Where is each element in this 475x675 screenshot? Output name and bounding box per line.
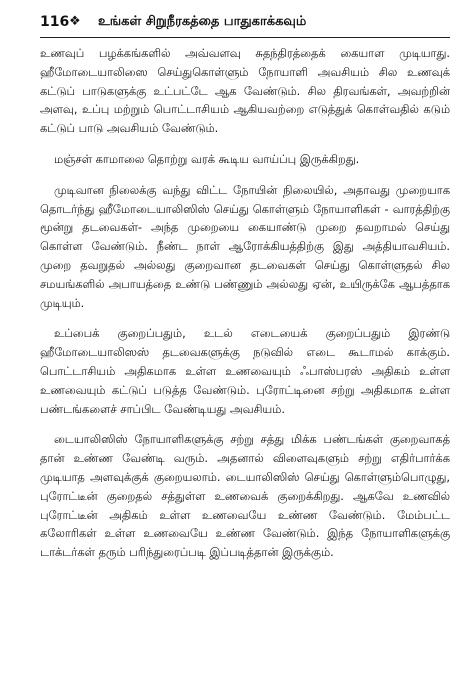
page-number: 116 (40, 14, 70, 30)
running-title: உங்கள் சிறுநீரகத்தை பாதுகாக்கவும் (98, 14, 307, 29)
header-rule (40, 37, 450, 38)
paragraph: டையாலிஸிஸ் நோயாளிகளுக்கு சற்று சத்து மிக்க பண்டங்கள் குறைவாகத் தான் உண்ண வேண்டி வரும். அதனால் விளைவுகளும் சற்று எதிர்பார்க்க முடியாத அளவுக்குக் குறையலாம். டையாலிஸிஸ் செய்து கொள்ளும்பொழுது, புரோட்டீன் குறைதல் சத்துள்ள உணவைக் குறைக்கிறது. ஆகவே உணவில் புரோட்டீன் அதிகம் உள்ள உணவையே உண்ண வேண்டும். மேம்பட்ட கலோரிகள் உள்ள உணவையே உண்ண வேண்டும். இந்த நோயாளிகளுக்கு டாக்டர்கள் தரும் பரிந்துரைப்படி இப்படித்தான் இருக்கும். (40, 432, 450, 560)
page-header (40, 14, 450, 36)
paragraph: முடிவான நிலைக்கு வந்து விட்ட நோயின் நிலையில், அதாவது முறையாக தொடர்ந்து ஹீமோடையாலிஸிஸ் செய்து கொள்ளும் நோயாளிகள் - வாரத்திற்கு மூன்று தடவைகள்- அந்த முறையை கையாண்டு முறை தவறாமல் செய்து கொள்ள வேண்டும். நீண்ட நாள் ஆரோக்கியத்திற்கு இது அத்தியாவசியம். முறை தவறுதல் அல்லது குறைவான தடவைகள் செய்து கொள்ளுதல் சில சமயங்களில் அபாயத்தை உண்டு பண்ணும் அல்லது ஏன், உயிருக்கே ஆபத்தாக முடியும். (40, 182, 450, 310)
paragraph: உப்பைக் குறைப்பதும், உடல் எடையைக் குறைப்பதும் இரண்டு ஹீமோடையாலிஸஸ் தடவைகளுக்கு நடுவில் எடை கூடாமல் காக்கும். பொட்டாசியம் அதிகமாக உள்ள உணவையும் ஃபாஸ்பரஸ் அதிகம் உள்ள உணவையும் கட்டுப் படுத்த வேண்டும். புரோட்டினை சற்று அதிகமாக உள்ள பண்டங்களைச் சாப்பிட வேண்டியது அவசியம். (40, 326, 450, 416)
body-text (40, 44, 450, 574)
ornament-icon: ❖ (69, 14, 81, 29)
paragraph: உணவுப் பழக்கங்களில் அவ்வளவு சுதந்திரத்தைக் கையாள முடியாது. ஹீமோடையாலிஸை செய்துகொள்ளும் நோயாளி அவசியம் சில உணவுக் கட்டுப் பாடுகளுக்கு உட்பட்டே ஆக வேண்டும். சில திரவங்கள், அவற்றின் அளவு, உப்பு மற்றும் பொட்டாசியம் ஆகியவற்றை எடுத்துக் கொள்வதில் கடும் கட்டுப் பாடு அவசியம் வேண்டும். (40, 46, 450, 136)
paragraph: மஞ்சள் காமாலை தொற்று வரக் கூடிய வாய்ப்பு இருக்கிறது. (54, 151, 360, 166)
